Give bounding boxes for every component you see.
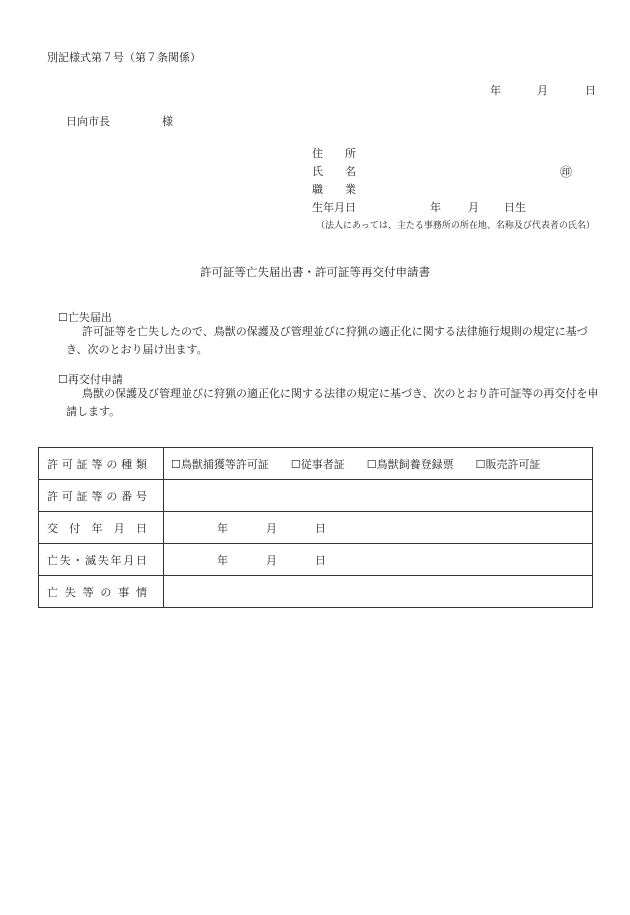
loss-month-label: 月 (266, 553, 277, 567)
occupation-label: 職 業 (312, 183, 356, 196)
corporate-note: （法人にあっては、主たる事務所の所在地、名称及び代表者の氏名） (316, 221, 595, 231)
date-day-label: 日 (585, 84, 596, 97)
birthdate-label: 生年月日 (312, 201, 356, 214)
date-year-label: 年 (490, 84, 501, 97)
table-row (39, 544, 593, 576)
name-label: 氏 名 (312, 165, 356, 178)
birth-month-label: 月 (468, 201, 479, 214)
issue-date-label-text: 交 付 年 月 日 (47, 521, 147, 535)
option-worker-certificate[interactable]: ☐従事者証 (290, 457, 345, 471)
loss-circumstances-label-text: 亡 失 等 の 事 情 (47, 585, 147, 599)
loss-date-field[interactable] (164, 544, 593, 576)
loss-year-label: 年 (217, 553, 228, 567)
loss-date-label (39, 544, 164, 576)
permit-number-label (39, 480, 164, 512)
birth-day-label: 日生 (504, 201, 526, 214)
table-row (39, 448, 593, 480)
document-title: 許可証等亡失届出書・許可証等再交付申請書 (200, 265, 430, 279)
issue-month-label: 月 (266, 521, 277, 535)
issue-date-label (39, 512, 164, 544)
permit-type-options (164, 448, 593, 480)
permit-type-label (39, 448, 164, 480)
loss-notification-body: 許可証等を亡失したので、鳥獣の保護及び管理並びに狩猟の適正化に関する法律施行規則の規定に基づき、次のとおり届け出ます。 (66, 325, 588, 356)
table-row (39, 576, 593, 608)
permit-number-field[interactable] (164, 480, 593, 512)
address-label: 住 所 (312, 147, 356, 160)
loss-circumstances-field[interactable] (164, 576, 593, 608)
reissue-application-heading: ☐再交付申請 (58, 373, 123, 386)
table-row (39, 512, 593, 544)
honorific: 様 (162, 115, 173, 128)
option-keeping-registration[interactable]: ☐鳥獣飼養登録票 (366, 457, 454, 471)
issue-date-field[interactable] (164, 512, 593, 544)
seal-mark: ㊞ (560, 165, 573, 179)
permit-type-label-text: 許 可 証 等 の 種 類 (47, 457, 147, 471)
option-sales-permit[interactable]: ☐販売許可証 (475, 457, 541, 471)
reissue-application-body: 鳥獣の保護及び管理並びに狩猟の適正化に関する法律の規定に基づき、次のとおり許可証等の再交付を申請します。 (66, 387, 599, 418)
loss-day-label: 日 (315, 553, 326, 567)
loss-notification-heading: ☐亡失届出 (58, 311, 112, 324)
issue-year-label: 年 (217, 521, 228, 535)
date-month-label: 月 (537, 84, 548, 97)
option-capture-permit[interactable]: ☐鳥獣捕獲等許可証 (171, 457, 269, 471)
table-row (39, 480, 593, 512)
addressee: 日向市長 (66, 115, 110, 128)
permit-number-label-text: 許 可 証 等 の 番 号 (47, 489, 147, 503)
details-table (38, 447, 593, 608)
loss-circumstances-label (39, 576, 164, 608)
issue-day-label: 日 (315, 521, 326, 535)
loss-date-label-text: 亡 失 ・ 滅 失 年 月 日 (47, 553, 147, 567)
form-number: 別記様式第７号（第７条関係） (47, 51, 201, 64)
birth-year-label: 年 (430, 201, 441, 214)
